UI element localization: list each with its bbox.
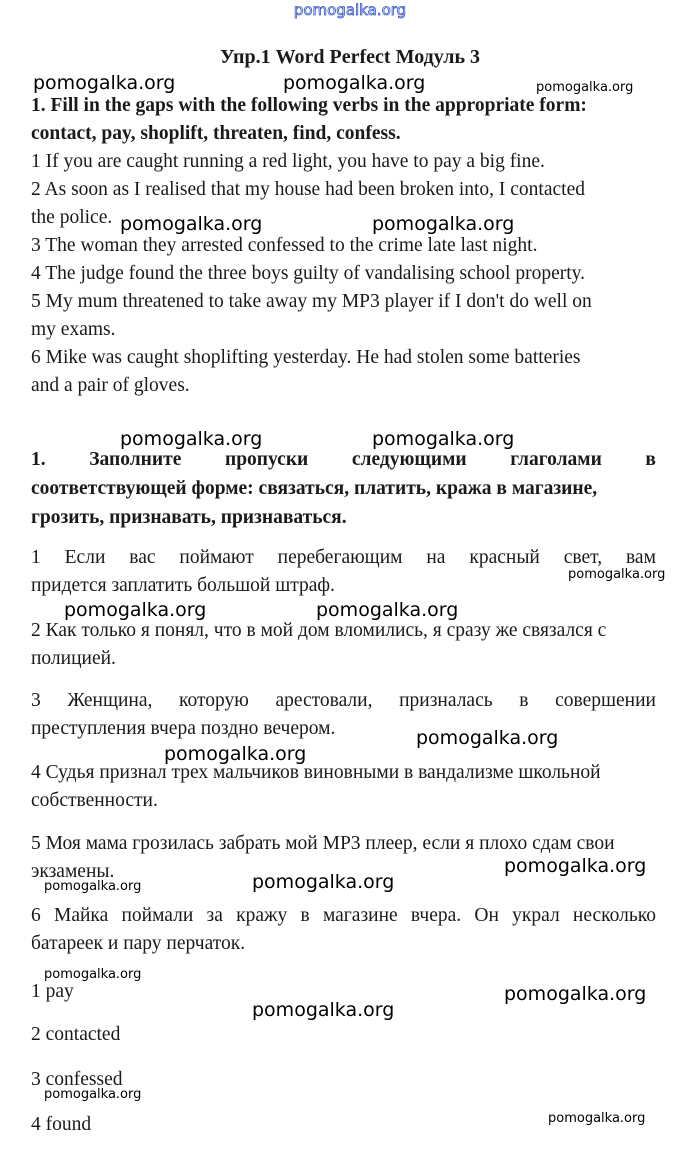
answer-4: 4 found	[31, 1114, 92, 1135]
watermark: pomogalka.org	[504, 983, 647, 1005]
word: свет,	[563, 547, 603, 568]
watermark: pomogalka.org	[164, 743, 307, 765]
sentence-en-1: 1 If you are caught running a red light, you have to pay a big fine.	[31, 151, 545, 172]
word: совершении	[555, 690, 656, 711]
watermark: pomogalka.org	[372, 428, 515, 450]
word: красный	[469, 547, 540, 568]
word: магазине	[322, 905, 398, 926]
sentence-ru-1b: придется заплатить большой штраф.	[31, 575, 335, 596]
answer-2: 2 contacted	[31, 1024, 121, 1045]
watermark: pomogalka.org	[120, 428, 263, 450]
word: призналась	[399, 690, 493, 711]
top-watermark: pomogalka.org	[293, 1, 407, 19]
word: вам	[625, 547, 656, 568]
watermark: pomogalka.org	[568, 567, 666, 582]
word: 1	[31, 547, 41, 568]
word: Майка	[53, 905, 109, 926]
task-en-line-1: 1. Fill in the gaps with the following verbs in the appropriate form:	[31, 95, 587, 116]
watermark: pomogalka.org	[44, 1087, 142, 1102]
word: вас	[129, 547, 156, 568]
sentence-en-2a: 2 As soon as I realised that my house had been broken into, I contacted	[31, 179, 585, 200]
sentence-en-6a: 6 Mike was caught shoplifting yesterday. He had stolen some batteries	[31, 347, 581, 368]
watermark: pomogalka.org	[283, 72, 426, 94]
sentence-en-3: 3 The woman they arrested confessed to the crime late last night.	[31, 235, 538, 256]
watermark: pomogalka.org	[44, 967, 142, 982]
word: 3	[31, 690, 41, 711]
word: арестовали,	[275, 690, 373, 711]
sentence-en-5a: 5 My mum threatened to take away my MP3 player if I don't do well on	[31, 291, 592, 312]
sentence-en-4: 4 The judge found the three boys guilty of vandalising school property.	[31, 263, 586, 284]
watermark: pomogalka.org	[416, 727, 559, 749]
sentence-ru-5b: экзамены.	[31, 861, 115, 882]
word: кражу	[236, 905, 288, 926]
watermark: pomogalka.org	[33, 72, 176, 94]
sentence-ru-6b: батареек и пару перчаток.	[31, 933, 246, 954]
word: в	[300, 905, 310, 926]
task-en-line-2: contact, pay, shoplift, threaten, find, confess.	[31, 123, 401, 144]
word: на	[426, 547, 446, 568]
page-title: Упр.1 Word Perfect Модуль 3	[219, 46, 481, 68]
word: 1.	[31, 449, 46, 470]
task-ru-line-3: грозить, признавать, признаваться.	[31, 507, 347, 528]
word: поймают	[179, 547, 254, 568]
word: перебегающим	[277, 547, 403, 568]
answer-1: 1 pay	[31, 981, 74, 1002]
word: украл	[512, 905, 560, 926]
watermark: pomogalka.org	[316, 599, 459, 621]
watermark: pomogalka.org	[252, 999, 395, 1021]
sentence-ru-5a: 5 Моя мама грозилась забрать мой MP3 плеер, если я плохо сдам свои	[31, 833, 615, 854]
watermark: pomogalka.org	[536, 80, 634, 95]
word: Он	[474, 905, 499, 926]
word: глаголами	[510, 449, 602, 470]
watermark: pomogalka.org	[64, 599, 207, 621]
sentence-ru-1a	[31, 547, 656, 569]
sentence-en-6b: and a pair of gloves.	[31, 375, 190, 396]
word: пропуски	[224, 449, 309, 470]
sentence-ru-6a	[31, 905, 656, 927]
watermark: pomogalka.org	[548, 1111, 646, 1126]
word: Заполните	[89, 449, 182, 470]
sentence-ru-3a	[31, 690, 656, 712]
sentence-ru-3b: преступления вчера поздно вечером.	[31, 718, 336, 739]
sentence-en-2b: the police.	[31, 207, 113, 228]
watermark: pomogalka.org	[504, 855, 647, 877]
word: Если	[64, 547, 106, 568]
sentence-ru-4a: 4 Судья признал трех мальчиков виновными в вандализме школьной	[31, 762, 601, 783]
word: вчера.	[410, 905, 462, 926]
sentence-ru-2b: полицией.	[31, 648, 116, 669]
word: за	[206, 905, 223, 926]
task-ru-line-2: соответствующей форме: связаться, платить, кража в магазине,	[31, 478, 598, 499]
watermark: pomogalka.org	[252, 871, 395, 893]
sentence-en-5b: my exams.	[31, 319, 116, 340]
word: следующими	[351, 449, 467, 470]
sentence-ru-2a: 2 Как только я понял, что в мой дом вломились, я сразу же связался с	[31, 620, 607, 641]
word: в	[519, 690, 529, 711]
watermark: pomogalka.org	[44, 879, 142, 894]
sentence-ru-4b: собственности.	[31, 790, 158, 811]
word: несколько	[572, 905, 656, 926]
task-ru-line-1	[31, 449, 656, 471]
watermark: pomogalka.org	[120, 213, 263, 235]
word: которую	[179, 690, 249, 711]
watermark: pomogalka.org	[372, 213, 515, 235]
word: в	[645, 449, 656, 470]
word: Женщина,	[67, 690, 153, 711]
word: 6	[31, 905, 41, 926]
answer-3: 3 confessed	[31, 1069, 123, 1090]
word: поймали	[121, 905, 194, 926]
